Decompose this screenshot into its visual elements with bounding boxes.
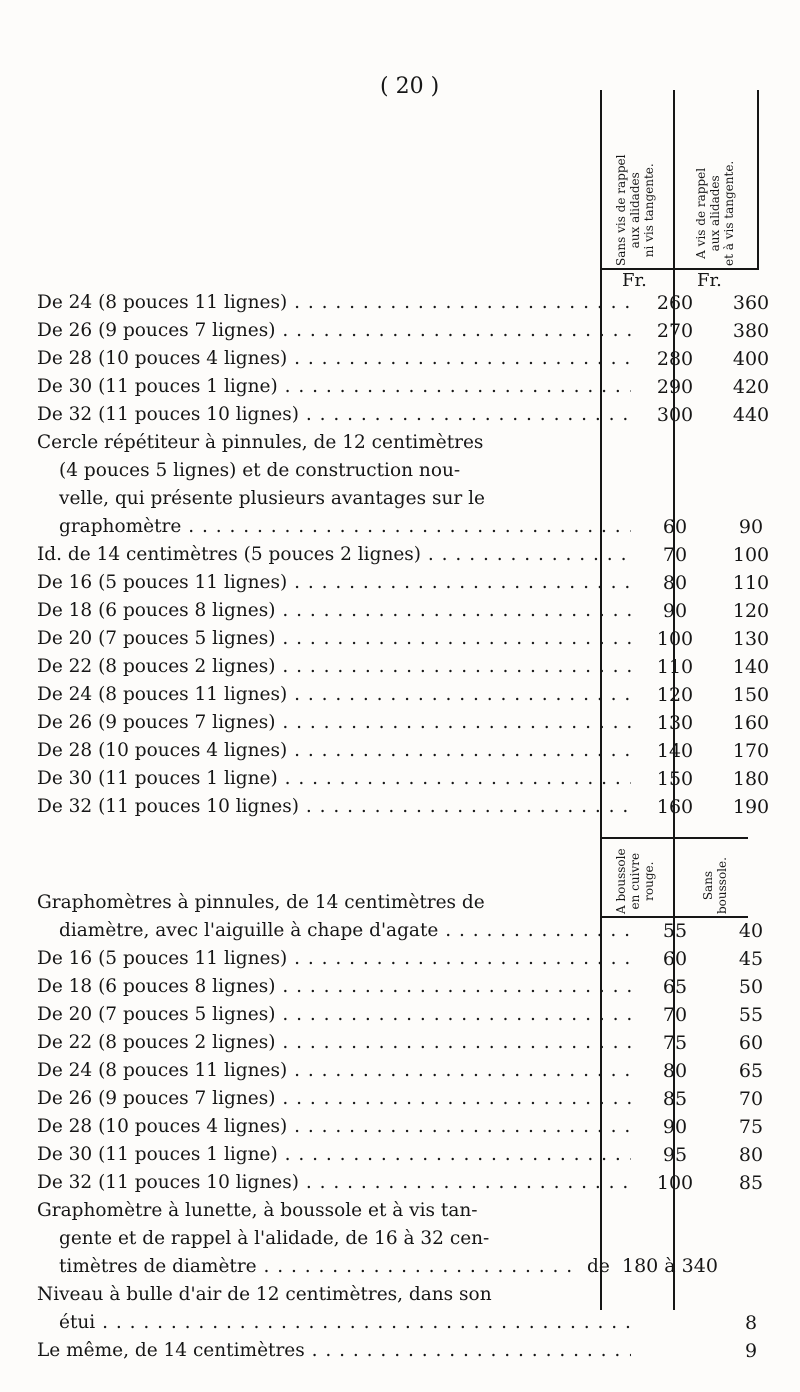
table-row: De 22 (8 pouces 2 lignes) . . . 110 140 [37,653,800,681]
table-row: De 28 (10 pouces 4 lignes) . . . 140 170 [37,737,800,765]
table-row: De 26 (9 pouces 7 lignes) . . . 130 160 [37,709,800,737]
table-row: De 28 (10 pouces 4 lignes) . . . 280 400 [37,345,800,373]
header-rule-mid-top [600,837,748,839]
table-row: De 30 (11 pouces 1 ligne) . . . 290 420 [37,373,800,401]
table-row: De 24 (8 pouces 11 lignes) . . . 120 150 [37,681,800,709]
table-row: De 24 (8 pouces 11 lignes) . . . 260 360 [37,289,800,317]
table-row: De 32 (11 pouces 10 lignes) . . . 300 440 [37,401,800,429]
unit-label-col1: Fr. [622,270,647,291]
table-row: De 22 (8 pouces 2 lignes) . . . 75 60 [37,1029,800,1057]
table-row: De 28 (10 pouces 4 lignes) . . . 90 75 [37,1113,800,1141]
table-row: De 24 (8 pouces 11 lignes) . . . 80 65 [37,1057,800,1085]
graphometre-text-line: Graphomètres à pinnules, de 14 centimètres de [37,892,485,913]
page-number: ( 20 ) [380,74,440,99]
lunette-text-line: Graphomètre à lunette, à boussole et à vis tan- [37,1200,478,1221]
table-row: De 16 (5 pouces 11 lignes) . . . 80 110 [37,569,800,597]
table-row: Le même, de 14 centimètres . . . 9 [37,1337,800,1365]
niveau-text-line: Niveau à bulle d'air de 12 centimètres, dans son [37,1284,492,1305]
table-row: De 30 (11 pouces 1 ligne) . . . 150 180 [37,765,800,793]
column-rule-right [757,90,759,270]
table-row: De 32 (11 pouces 10 lignes) . . . 100 85 [37,1169,800,1197]
table-row: diamètre, avec l'aiguille à chape d'agate . . . 55 40 [37,917,800,945]
cercle-text-line: (4 pouces 5 lignes) et de construction nou- [59,460,461,481]
column-header-a-vis: A vis de rappel aux alidades et à vis tangente. [694,160,736,266]
cercle-text-line: velle, qui présente plusieurs avantages sur le [59,488,485,509]
table-row: étui . . . 8 [37,1309,800,1337]
table-row: De 20 (7 pouces 5 lignes) . . . 100 130 [37,625,800,653]
table-row: De 30 (11 pouces 1 ligne) . . . 95 80 [37,1141,800,1169]
column-header-a-boussole: A boussole en cuivre rouge. [614,848,656,914]
column-header-sans-vis: Sans vis de rappel aux alidades ni vis tangente. [614,154,656,266]
table-row: De 32 (11 pouces 10 lignes) . . . 160 190 [37,793,800,821]
table-row: De 26 (9 pouces 7 lignes) . . . 85 70 [37,1085,800,1113]
cercle-text-line: Cercle répétiteur à pinnules, de 12 centimètres [37,432,484,453]
table-row: De 18 (6 pouces 8 lignes) . . . 65 50 [37,973,800,1001]
table-row: timètres de diamètre . . . de [37,1253,800,1281]
column-header-sans-boussole: Sans boussole. [701,857,729,914]
table-row: graphomètre . . . 60 90 [37,513,800,541]
price-range: 180 à 340 [622,1255,718,1277]
table-row: De 18 (6 pouces 8 lignes) . . . 90 120 [37,597,800,625]
table-row: De 20 (7 pouces 5 lignes) . . . 70 55 [37,1001,800,1029]
table-row: Id. de 14 centimètres (5 pouces 2 lignes) . . . 70 100 [37,541,800,569]
unit-label-col2: Fr. [697,270,722,291]
table-row: De 26 (9 pouces 7 lignes) . . . 270 380 [37,317,800,345]
table-row: De 16 (5 pouces 11 lignes) . . . 60 45 [37,945,800,973]
lunette-text-line: gente et de rappel à l'alidade, de 16 à 32 cen- [59,1228,490,1249]
